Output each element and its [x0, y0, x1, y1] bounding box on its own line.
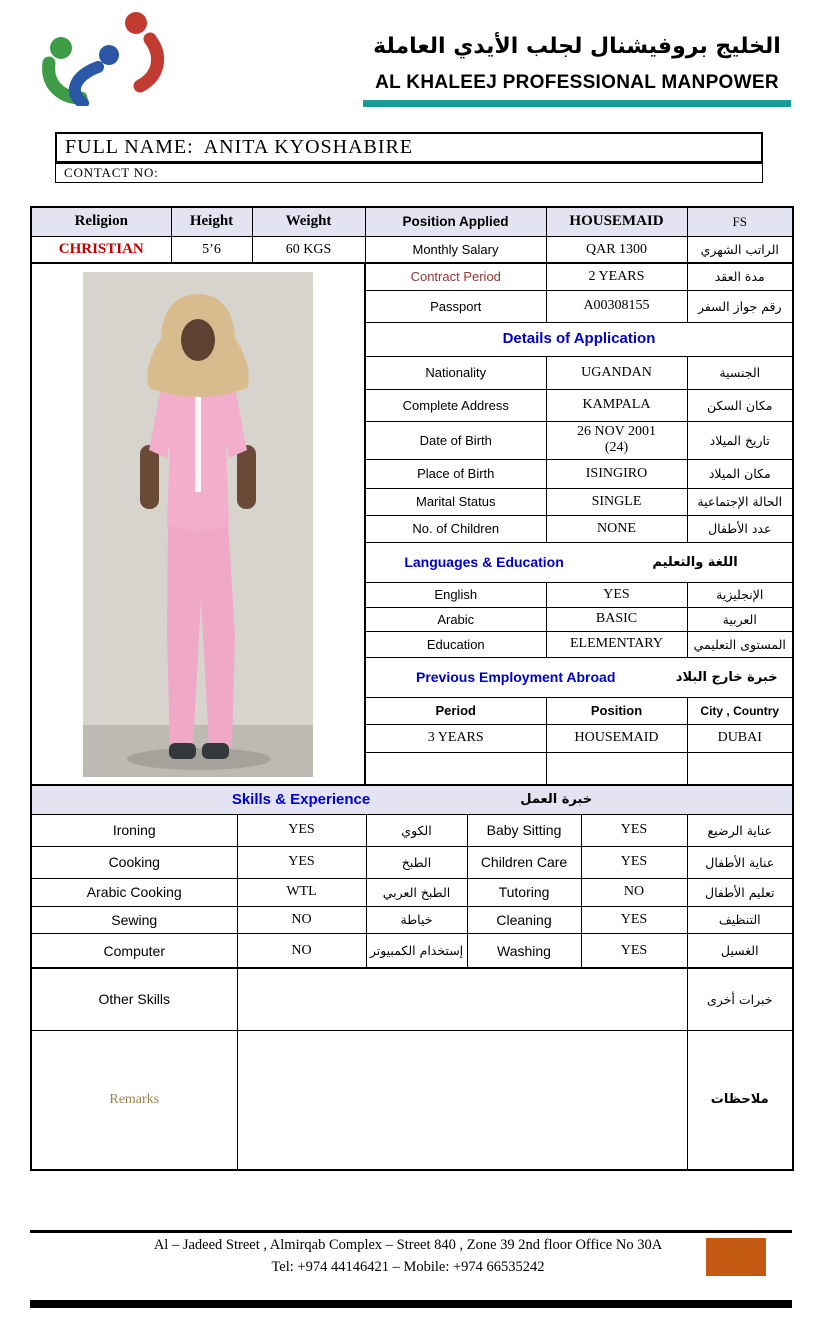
contract-period-value: 2 YEARS	[546, 263, 687, 290]
pob-value: ISINGIRO	[546, 459, 687, 488]
full-name-value: ANITA KYOSHABIRE	[203, 136, 414, 158]
monthly-salary-label-cell: Monthly Salary	[365, 236, 546, 264]
header-divider	[363, 100, 791, 107]
skill-row-ironing	[31, 814, 793, 846]
weight-value-cell: 60 KGS	[252, 236, 365, 264]
height-header-cell: Height	[171, 207, 252, 236]
passport-row	[365, 290, 793, 322]
dob-value	[546, 421, 687, 459]
dob-date: 26 NOV 2001	[576, 424, 657, 439]
other-skills-remarks-table	[30, 967, 794, 1171]
skill-right-value: NO	[581, 878, 687, 906]
skill-left-label: Computer	[31, 933, 237, 969]
english-value: YES	[546, 582, 687, 607]
skill-row-cooking	[31, 846, 793, 878]
employment-section-title-arabic: خبرة خارج البلاد	[675, 669, 778, 685]
employment-section-header-row	[365, 657, 793, 697]
pob-row	[365, 459, 793, 488]
children-row	[365, 515, 793, 542]
languages-section-title: Languages & Education	[404, 554, 564, 570]
full-name-box	[55, 132, 763, 163]
company-name-english: AL KHALEEJ PROFESSIONAL MANPOWER	[375, 72, 779, 93]
employment-section-title: Previous Employment Abroad	[415, 669, 616, 685]
weight-header-cell: Weight	[252, 207, 365, 236]
details-table	[364, 262, 794, 787]
skill-left-label: Sewing	[31, 906, 237, 933]
skill-left-arabic: إستخدام الكمبيوتر	[366, 933, 467, 969]
english-arabic: الإنجليزية	[687, 582, 793, 607]
address-label: Complete Address	[365, 389, 546, 421]
skill-row-arabic-cooking	[31, 878, 793, 906]
skill-right-value: YES	[581, 906, 687, 933]
company-logo-graphic	[36, 8, 166, 106]
summary-header-row	[31, 207, 793, 236]
skill-left-label: Arabic Cooking	[31, 878, 237, 906]
employment-period-header: Period	[365, 697, 546, 724]
footer-top-rule	[30, 1230, 792, 1233]
nationality-row	[365, 356, 793, 389]
position-value-cell: HOUSEMAID	[546, 207, 687, 236]
employment-city-empty	[687, 752, 793, 786]
languages-section-header	[365, 542, 793, 582]
skill-left-value: YES	[237, 814, 366, 846]
religion-value-cell: CHRISTIAN	[31, 236, 171, 264]
summary-table	[30, 206, 794, 265]
skill-right-arabic: التنظيف	[687, 906, 793, 933]
other-skills-row	[31, 968, 793, 1030]
skill-left-arabic: الكوي	[366, 814, 467, 846]
arabic-value: BASIC	[546, 607, 687, 631]
remarks-arabic: ملاحظات	[687, 1030, 793, 1170]
employment-position-empty	[546, 752, 687, 786]
skills-section-title-arabic: خبرة العمل	[520, 792, 593, 808]
skill-right-arabic: عناية الأطفال	[687, 846, 793, 878]
education-value: ELEMENTARY	[546, 631, 687, 657]
languages-section-title-arabic: اللغة والتعليم	[652, 554, 738, 570]
pob-arabic: مكان الميلاد	[687, 459, 793, 488]
contract-period-row	[365, 263, 793, 290]
fs-cell: FS	[687, 207, 793, 236]
passport-label: Passport	[365, 290, 546, 322]
height-value-cell: 5’6	[171, 236, 252, 264]
arabic-label: Arabic	[365, 607, 546, 631]
religion-header-cell: Religion	[31, 207, 171, 236]
details-section-header-row	[365, 322, 793, 356]
marital-status-arabic: الحالة الإجتماعية	[687, 488, 793, 515]
pob-label: Place of Birth	[365, 459, 546, 488]
passport-arabic: رقم جواز السفر	[687, 290, 793, 322]
languages-section-header-row	[365, 542, 793, 582]
dob-label: Date of Birth	[365, 421, 546, 459]
monthly-salary-arabic-cell: الراتب الشهري	[687, 236, 793, 264]
employment-city-header: City , Country	[687, 697, 793, 724]
skill-right-label: Cleaning	[467, 906, 581, 933]
dob-row	[365, 421, 793, 459]
arabic-row	[365, 607, 793, 631]
employment-empty-row	[365, 752, 793, 786]
remarks-row	[31, 1030, 793, 1170]
skills-section-header-row	[31, 785, 793, 814]
skills-section-title: Skills & Experience	[231, 791, 371, 809]
children-label: No. of Children	[365, 515, 546, 542]
education-arabic: المستوى التعليمي	[687, 631, 793, 657]
children-arabic: عدد الأطفال	[687, 515, 793, 542]
marital-status-label: Marital Status	[365, 488, 546, 515]
remarks-label: Remarks	[31, 1030, 237, 1170]
position-applied-header-cell: Position Applied	[365, 207, 546, 236]
nationality-label: Nationality	[365, 356, 546, 389]
candidate-photo-frame	[30, 262, 366, 786]
employment-city-value: DUBAI	[687, 724, 793, 752]
skill-right-value: YES	[581, 933, 687, 969]
summary-value-row	[31, 236, 793, 264]
footer-bottom-rule	[30, 1300, 792, 1308]
skill-left-value: WTL	[237, 878, 366, 906]
skill-right-arabic: عناية الرضيع	[687, 814, 793, 846]
candidate-photo	[83, 272, 313, 777]
dob-age: (24)	[604, 440, 629, 455]
contract-period-arabic: مدة العقد	[687, 263, 793, 290]
contact-no-label: CONTACT NO:	[64, 165, 159, 180]
skill-right-label: Tutoring	[467, 878, 581, 906]
nationality-value: UGANDAN	[546, 356, 687, 389]
education-label: Education	[365, 631, 546, 657]
marital-status-row	[365, 488, 793, 515]
skill-row-sewing	[31, 906, 793, 933]
dob-arabic: تاريخ الميلاد	[687, 421, 793, 459]
footer-address: Al – Jadeed Street , Almirqab Complex – Street 840 , Zone 39 2nd floor Office No 30A	[153, 1237, 663, 1253]
skill-left-arabic: الطبخ	[366, 846, 467, 878]
other-skills-empty-cell	[237, 968, 687, 1030]
contract-period-label: Contract Period	[365, 263, 546, 290]
address-value: KAMPALA	[546, 389, 687, 421]
skill-left-arabic: الطبخ العربي	[366, 878, 467, 906]
skill-right-label: Washing	[467, 933, 581, 969]
address-arabic: مكان السكن	[687, 389, 793, 421]
employment-section-header	[365, 657, 793, 697]
skill-left-label: Ironing	[31, 814, 237, 846]
skill-right-arabic: الغسيل	[687, 933, 793, 969]
english-label: English	[365, 582, 546, 607]
footer-orange-block	[706, 1238, 766, 1276]
contact-no-box	[55, 163, 763, 183]
details-section-header	[365, 322, 793, 356]
other-skills-arabic: خبرات أخرى	[687, 968, 793, 1030]
employment-data-row	[365, 724, 793, 752]
nationality-arabic: الجنسية	[687, 356, 793, 389]
skill-right-value: YES	[581, 814, 687, 846]
skill-left-value: YES	[237, 846, 366, 878]
skill-right-label: Children Care	[467, 846, 581, 878]
footer-phone: Tel: +974 44146421 – Mobile: +974 66535242	[271, 1259, 545, 1275]
skill-left-arabic: خياطة	[366, 906, 467, 933]
arabic-arabic: العربية	[687, 607, 793, 631]
skills-table	[30, 784, 794, 970]
company-name-arabic: الخليج بروفيشنال لجلب الأيدي العاملة	[373, 34, 781, 59]
skill-left-value: NO	[237, 906, 366, 933]
employment-period-value: 3 YEARS	[365, 724, 546, 752]
employment-period-empty	[365, 752, 546, 786]
skill-right-label: Baby Sitting	[467, 814, 581, 846]
full-name-label: FULL NAME:	[65, 136, 194, 158]
education-row	[365, 631, 793, 657]
company-logo	[36, 8, 166, 111]
skill-right-value: YES	[581, 846, 687, 878]
details-section-title: Details of Application	[502, 330, 656, 347]
skill-left-label: Cooking	[31, 846, 237, 878]
employment-header-row	[365, 697, 793, 724]
passport-value: A00308155	[546, 290, 687, 322]
company-title-block	[363, 30, 791, 107]
children-value: NONE	[546, 515, 687, 542]
employment-position-header: Position	[546, 697, 687, 724]
english-row	[365, 582, 793, 607]
remarks-empty-cell	[237, 1030, 687, 1170]
employment-position-value: HOUSEMAID	[546, 724, 687, 752]
monthly-salary-value-cell: QAR 1300	[546, 236, 687, 264]
marital-status-value: SINGLE	[546, 488, 687, 515]
other-skills-label: Other Skills	[31, 968, 237, 1030]
skill-row-computer	[31, 933, 793, 969]
skills-section-header	[31, 785, 793, 814]
skill-left-value: NO	[237, 933, 366, 969]
skill-right-arabic: تعليم الأطفال	[687, 878, 793, 906]
address-row	[365, 389, 793, 421]
